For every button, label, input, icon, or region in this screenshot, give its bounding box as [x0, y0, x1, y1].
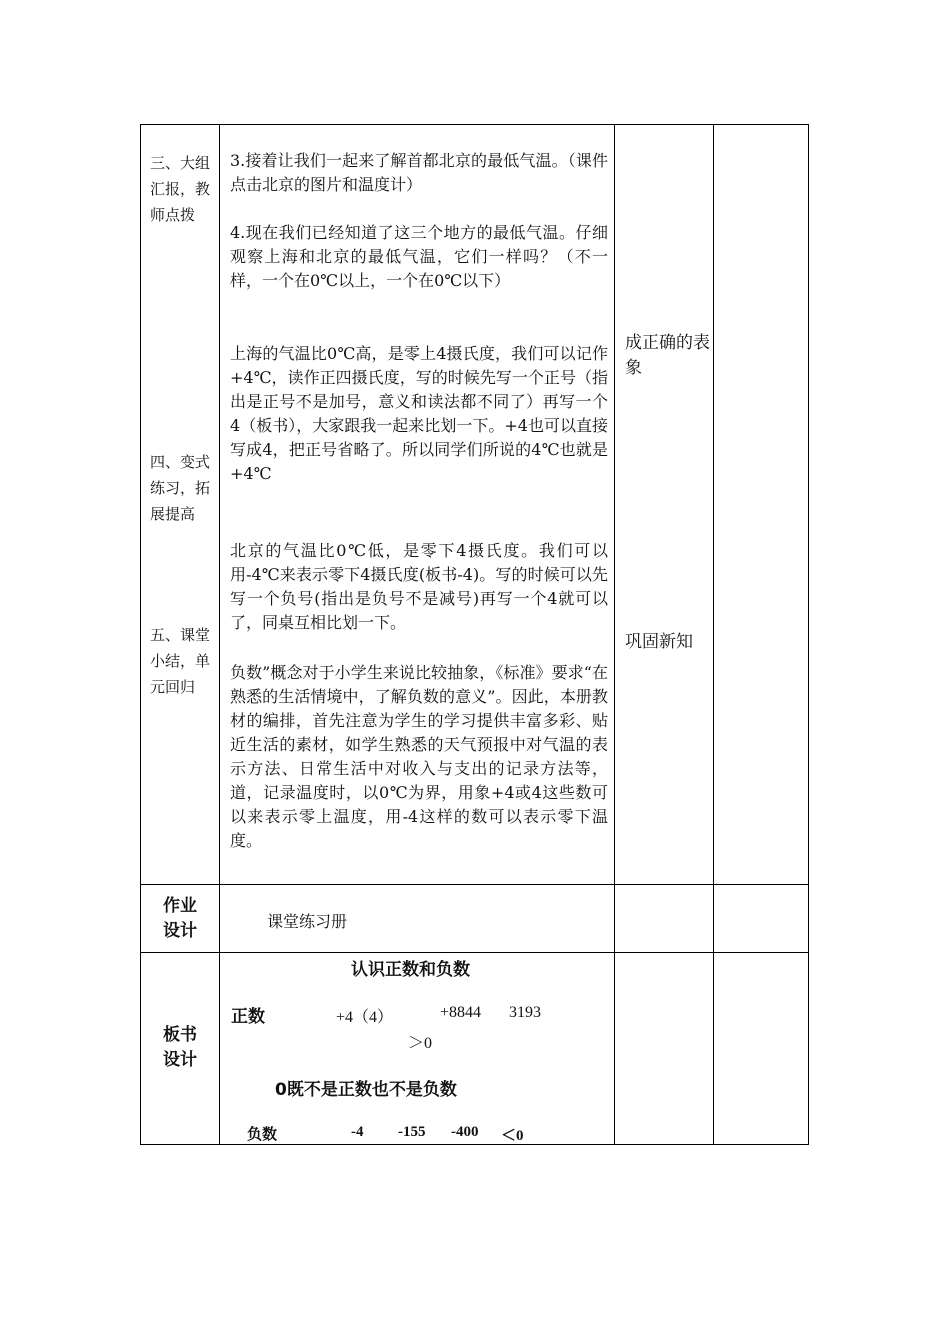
- design-intent: 成正确的表象: [625, 333, 710, 378]
- homework-label: 作业 设计: [163, 896, 197, 941]
- negative-value: -400: [451, 1124, 479, 1140]
- negative-compare: ＜0: [501, 1128, 524, 1144]
- negative-value: -155: [398, 1124, 426, 1140]
- content-paragraph: 3.接着让我们一起来了解首都北京的最低气温。（课件点击北京的图片和温度计）: [230, 151, 608, 194]
- stage-practice: 四、变式 练习，拓 展提高: [150, 453, 211, 523]
- positive-value: +8844: [440, 1004, 482, 1021]
- lesson-plan-table: [140, 124, 809, 1145]
- negative-value: -4: [351, 1124, 364, 1140]
- negative-label: 负数: [247, 1125, 278, 1143]
- row-divider: [141, 884, 808, 885]
- content-paragraph: 上海的气温比0℃高，是零上4摄氏度，我们可以记作+4℃，读作正四摄氏度，写的时候先写一个正号（指出是正号不是加号，意义和读法都不同了）再写一个4（板书），大家跟我一起来比划一下。+4也可以直接写成4，把正号省略了。所以同学们所说的4℃也就是+4℃: [230, 344, 608, 483]
- column-divider: [219, 125, 220, 1144]
- homework-text: 课堂练习册: [267, 912, 348, 931]
- board-label: 板书 设计: [163, 1025, 197, 1070]
- positive-compare: ＞0: [408, 1035, 433, 1052]
- zero-note: 0既不是正数也不是负数: [275, 1080, 457, 1100]
- content-paragraph: 4.现在我们已经知道了这三个地方的最低气温。仔细观察上海和北京的最低气温，它们一样吗？（不一样，一个在0℃以上，一个在0℃以下）: [230, 223, 608, 290]
- positive-value: +4（4）: [336, 1009, 394, 1026]
- row-divider: [141, 952, 808, 953]
- content-paragraph: 北京的气温比0℃低，是零下4摄氏度。我们可以用-4℃来表示零下4摄氏度(板书-4)。写的时候可以先写一个负号(指出是负号不是减号)再写一个4就可以了，同桌互相比划一下。: [230, 541, 608, 632]
- board-title: 认识正数和负数: [351, 960, 470, 980]
- positive-label: 正数: [231, 1007, 265, 1027]
- stage-report: 三、大组 汇报，教 师点拨: [150, 154, 211, 224]
- positive-value: 3193: [509, 1004, 541, 1021]
- column-divider: [614, 125, 615, 1144]
- stage-summary: 五、课堂 小结，单 元回归: [150, 626, 211, 696]
- design-intent: 巩固新知: [625, 632, 693, 652]
- content-paragraph: 负数”概念对于小学生来说比较抽象，《标准》要求“在熟悉的生活情境中，了解负数的意义”。因此，本册教材的编排，首先注意为学生的学习提供丰富多彩、贴近生活的素材，如学生熟悉的天气预报中对气温的表示方法、日常生活中对收入与支出的记录方法等，道，记录温度时，以0℃为界，用象+4或4这些数可以来表示零上温度，用-4这样的数可以表示零下温度。: [230, 663, 608, 850]
